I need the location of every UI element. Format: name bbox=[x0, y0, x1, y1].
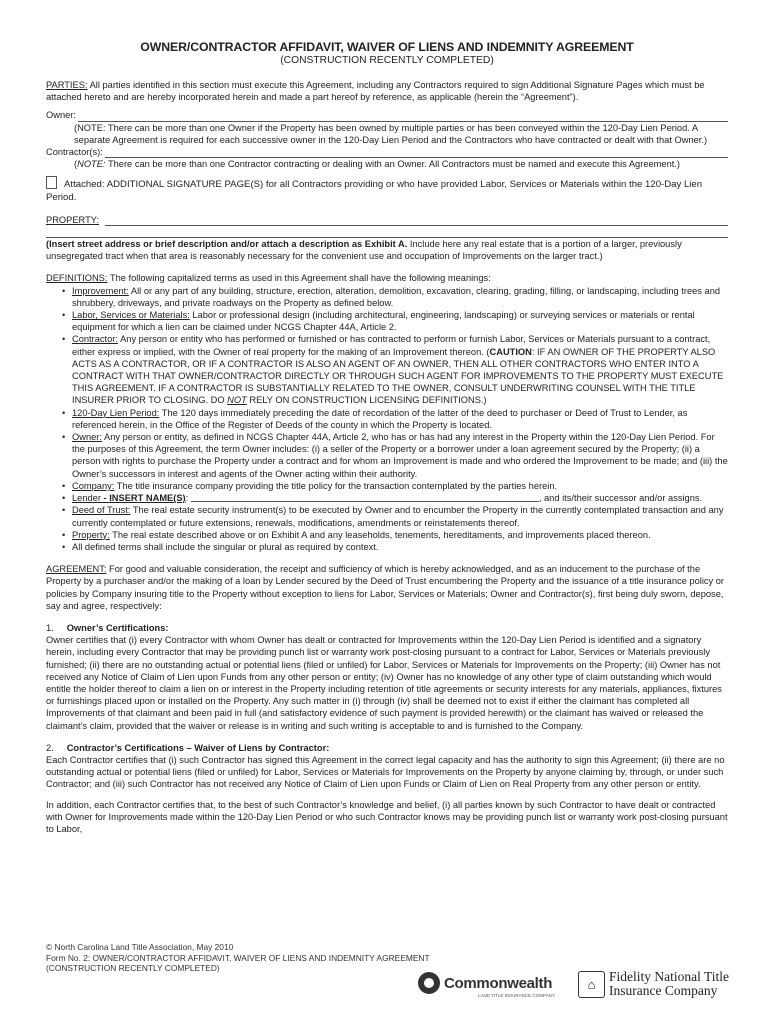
fidelity-seal-icon: ⌂ bbox=[578, 971, 605, 998]
footer bbox=[46, 942, 430, 974]
definition-text: All or any part of any building, structure, erection, alteration, demolition, excavation, clearing, grading, filling, or landscaping, including trees and shrubbery, driveways, and private roadways on the Property as defined below. bbox=[72, 285, 721, 308]
attached-row bbox=[46, 176, 728, 203]
caution-end: RELY ON CONSTRUCTION LICENSING DEFINITIONS.) bbox=[246, 395, 487, 406]
section-number: 1. bbox=[46, 622, 54, 633]
footer-form-number: Form No. 2: OWNER/CONTRACTOR AFFIDAVIT, WAIVER OF LIENS AND INDEMNITY AGREEMENT bbox=[46, 952, 430, 963]
lender-name-field[interactable] bbox=[191, 492, 539, 502]
commonwealth-subline: LAND TITLE INSURANCE COMPANY bbox=[478, 993, 555, 998]
agreement-text: For good and valuable consideration, the receipt and sufficiency of which is hereby acknowledged, and as an inducement to the purchase of the Property by a purchaser and/or the making of a loan by Lender secured by the Deed of Trust encumbering the Property and the issuance of a title insurance policy or policies by Company insuring title to the Property without exception to liens for Labor, Services or Materials; Owner and Contractor(s), first being duly sworn, depose, say and agree, respectively: bbox=[46, 564, 725, 611]
section-2-text-2: In addition, each Contractor certifies that, to the best of such Contractor’s knowledge and belief, (i) all parties known by such Contractor to have dealt or contracted with Owner for Improvements made within the 120-Day Lien Period or who such Contractor knows may be providing punch list or warranty work post-closing pursuant to Labor, bbox=[46, 799, 728, 834]
section-heading: Contractor’s Certifications – Waiver of Liens by Contractor: bbox=[66, 742, 330, 753]
property-field[interactable] bbox=[105, 215, 728, 226]
definitions-intro-text: The following capitalized terms as used in this Agreement shall have the following meanings: bbox=[107, 273, 491, 284]
owner-note: (NOTE: There can be more than one Owner if the Property has been owned by multiple parties or has been conveyed within the 120-Day Lien Period. A separate Agreement is required for each successive owner in the 120-Day Lien Period and the Contractors who have contracted or dealt with that Owner.) bbox=[74, 122, 708, 145]
definition-text: The title insurance company providing the title policy for the transaction contemplated by the parties herein. bbox=[114, 480, 558, 491]
definition-term: 120-Day Lien Period: bbox=[72, 407, 160, 418]
property-line-2 bbox=[46, 226, 728, 238]
definition-item-deed-of-trust bbox=[62, 504, 728, 528]
caution-not: NOT bbox=[227, 395, 247, 406]
commonwealth-mark-icon bbox=[418, 972, 440, 994]
section-heading: Owner’s Certifications: bbox=[66, 622, 169, 633]
definition-term: Deed of Trust: bbox=[72, 505, 131, 516]
attached-label: Attached: bbox=[64, 179, 105, 191]
parties-label: PARTIES: bbox=[46, 80, 88, 90]
definition-text: The real estate security instrument(s) to be executed by Owner and to encumber the Property in the currently contemplated transaction and any currently contemplated or future extensions, renewals, modifications, amendments or reinstatements thereof. bbox=[72, 505, 724, 528]
attached-bold: ADDITIONAL SIGNATURE PAGE(S) bbox=[106, 179, 264, 191]
commonwealth-wordmark: Commonwealth bbox=[444, 974, 553, 992]
definition-text: Any person or entity who has performed or furnished or has contracted to perform or furnish Labor, Services or Materials pursuant to a contract, either express or implied, with the Owner of real property for the making of an Improvement thereon. ( bbox=[72, 334, 711, 357]
document-title: OWNER/CONTRACTOR AFFIDAVIT, WAIVER OF LIENS AND INDEMNITY AGREEMENT bbox=[140, 40, 634, 54]
property-field-2[interactable] bbox=[46, 227, 728, 238]
document-subtitle: (CONSTRUCTION RECENTLY COMPLETED) bbox=[280, 55, 494, 66]
section-2-text: Each Contractor certifies that (i) such Contractor has signed this Agreement in the correct legal capacity and has the authority to sign this Agreement; (ii) there are no outstanding actual or potential liens (filed or unfiled) for Labor, Services or Materials for Improvements on the Property by anyone claiming by, through, or under such Contractor; and (iii) such Contractor has not received any Notice of Claim of Lien upon Funds or Claim of Lien on Real Property from any other person or entity. bbox=[46, 754, 725, 790]
definition-term: Owner: bbox=[72, 432, 102, 443]
caution-text: : IF AN OWNER OF THE PROPERTY ALSO ACTS AS A CONTRACTOR, OR IF A CONTRACTOR IS ALSO AN AGENT OF AN OWNER, THEN ALL OTHER CONTRACTORS WHO ENTER INTO A CONTRACT WITH THAT OWNER/CONTRACTOR DIRECTLY OR THROUGH SUCH AGENT FOR IMPROVEMENTS TO THE PROPERTY MUST EXECUTE THIS AGREEMENT. IF A CONTRACTOR IS SUBSTANTIALLY RELATED TO THE OWNER, CONSULT UNDERWRITING COUNSEL WITH THE TITLE INSURER PRIOR TO CLOSING. DO bbox=[72, 346, 724, 406]
definition-text: Labor or professional design (including architectural, engineering, landscaping) or surveying services or materials or rental equipment for which a lien can be claimed under NCGS Chapter 44A, Article 2. bbox=[72, 310, 695, 333]
attached-checkbox[interactable] bbox=[46, 176, 57, 189]
fidelity-wordmark bbox=[609, 970, 729, 998]
contractor-note-label: NOTE: bbox=[77, 159, 106, 170]
definition-text: The 120 days immediately preceding the date of recordation of the latter of the deed to purchaser or Deed of Trust to Lender, as referenced herein, in the Office of the Register of Deeds of the county in which the Property is located. bbox=[72, 407, 688, 430]
definition-item-owner bbox=[62, 431, 728, 480]
fidelity-line-1: Fidelity National Title bbox=[609, 969, 730, 984]
fidelity-logo bbox=[578, 970, 729, 998]
document-page bbox=[46, 40, 728, 835]
definition-item-lender bbox=[62, 492, 728, 504]
contractor-row bbox=[46, 146, 728, 158]
contractor-field[interactable] bbox=[105, 147, 728, 158]
footer-form-subtitle: (CONSTRUCTION RECENTLY COMPLETED) bbox=[46, 963, 220, 974]
definition-text: All defined terms shall include the singular or plural as required by context. bbox=[72, 541, 379, 552]
definitions-label: DEFINITIONS: bbox=[46, 273, 108, 284]
definitions-list bbox=[46, 285, 728, 553]
contractor-note: (NOTE: There can be more than one Contractor contracting or dealing with an Owner. All Contractors must be named and execute this Agreement.) bbox=[74, 159, 681, 170]
commonwealth-logo bbox=[418, 972, 555, 998]
property-label: PROPERTY: bbox=[46, 214, 100, 225]
fidelity-line-2: Insurance Company bbox=[609, 983, 718, 998]
property-instruction-text: Include here any real estate that is a portion of a larger, previously unsegregated tract when that area is reasonably necessary for the convenient use and occupation of Improvements on the larger tract.) bbox=[46, 239, 682, 262]
definition-term: Company: bbox=[72, 480, 115, 491]
section-2-heading bbox=[46, 742, 728, 754]
definitions-intro bbox=[46, 272, 728, 284]
definition-text: Any person or entity, as defined in NCGS Chapter 44A, Article 2, who has or has had any interest in the Property within the 120-Day Lien Period. For the purposes of this Agreement, the term Owner includes: (i) a seller of the Property or a borrower under a loan agreement secured by the Property; (ii) a person with rights to purchase the Property under a contract and for whom an Improvement is made and who ordered the Improvement to be made; and (iii) the Owner’s successors in interest and agents of the Owner acting within their authority. bbox=[72, 432, 728, 479]
parties-paragraph bbox=[46, 79, 728, 103]
definition-item-company bbox=[62, 480, 728, 492]
definition-item-lien-period bbox=[62, 407, 728, 431]
agreement-paragraph bbox=[46, 563, 728, 612]
definition-term: Labor, Services or Materials: bbox=[72, 310, 190, 321]
definition-item-property bbox=[62, 529, 728, 541]
definition-term: Contractor: bbox=[72, 334, 118, 345]
section-number: 2. bbox=[46, 742, 54, 753]
caution-label: CAUTION bbox=[489, 346, 532, 357]
parties-text: All parties identified in this section must execute this Agreement, including any Contractors required to sign Additional Signature Pages which must be attached hereto and are hereby incorporated herein and made a part hereof by reference, as applicable (herein the “Agreement”). bbox=[46, 80, 705, 103]
property-row bbox=[46, 214, 728, 226]
definition-term: Lender bbox=[72, 493, 101, 504]
owner-field[interactable] bbox=[78, 111, 728, 122]
definition-text: The real estate described above or on Exhibit A and any leaseholds, tenements, hereditaments, and improvements placed thereon. bbox=[109, 529, 651, 540]
definition-item-defined-terms bbox=[62, 541, 728, 553]
attached-text: for all Contractors providing or who have provided Labor, Services or Materials within the 120-Day Lien Period. bbox=[46, 179, 703, 203]
lender-tail: , and its/their successor and/or assigns. bbox=[538, 493, 703, 504]
lender-insert-label: - INSERT NAME(S) bbox=[100, 493, 186, 504]
section-1-text: Owner certifies that (i) every Contractor with whom Owner has dealt or contracted for Improvements within the 120-Day Lien Period is identified and a signatory herein, including every Contractor that may be providing punch list or warranty work post-closing pursuant to a contract for Labor, Services or Materials previously furnished; (ii) there are no outstanding actual or potential liens (filed or unfiled) for Labor, Services or Materials for Improvements on the Property; (iii) Owner has not received any Notice of Claim of Lien upon Funds from any other person or entity; (iv) Owner has no knowledge of any other type of claim outstanding which would entitle the holder thereof to claim a lien on or interest in the Property including retention of title agreements or security interests for any materials, appliances, fixtures or furnishings placed upon or installed on the Property. Any such matter in (i) through (iv) shall be deemed not to exist if either the claimant has completed all Improvements of that claimant and been paid in full (and satisfactory evidence of such payment is provided herewith) or the claimant has waived or released the claimant’s claim, provided that the waiver or release is in writing and such writing is acceptable to and is furnished to the Company. bbox=[46, 635, 722, 731]
contractor-note-text: There can be more than one Contractor contracting or dealing with an Owner. All Contractors must be named and execute this Agreement.) bbox=[105, 159, 681, 170]
definition-item-labor bbox=[62, 309, 728, 333]
owner-row bbox=[46, 109, 728, 121]
definition-item-improvement bbox=[62, 285, 728, 309]
agreement-label: AGREEMENT: bbox=[46, 564, 107, 575]
definition-term: Improvement: bbox=[72, 285, 129, 296]
footer-copyright: © North Carolina Land Title Association, May 2010 bbox=[46, 942, 234, 952]
definition-item-contractor bbox=[62, 333, 728, 406]
owner-label: Owner: bbox=[46, 110, 76, 121]
property-instruction bbox=[46, 238, 728, 262]
property-instruction-bold: (Insert street address or brief description and/or attach a description as Exhibit A. bbox=[46, 239, 408, 250]
lender-colon: : bbox=[185, 493, 189, 504]
section-1-heading bbox=[46, 622, 728, 634]
definition-term: Property: bbox=[72, 529, 110, 540]
contractor-label: Contractor(s): bbox=[46, 147, 103, 158]
